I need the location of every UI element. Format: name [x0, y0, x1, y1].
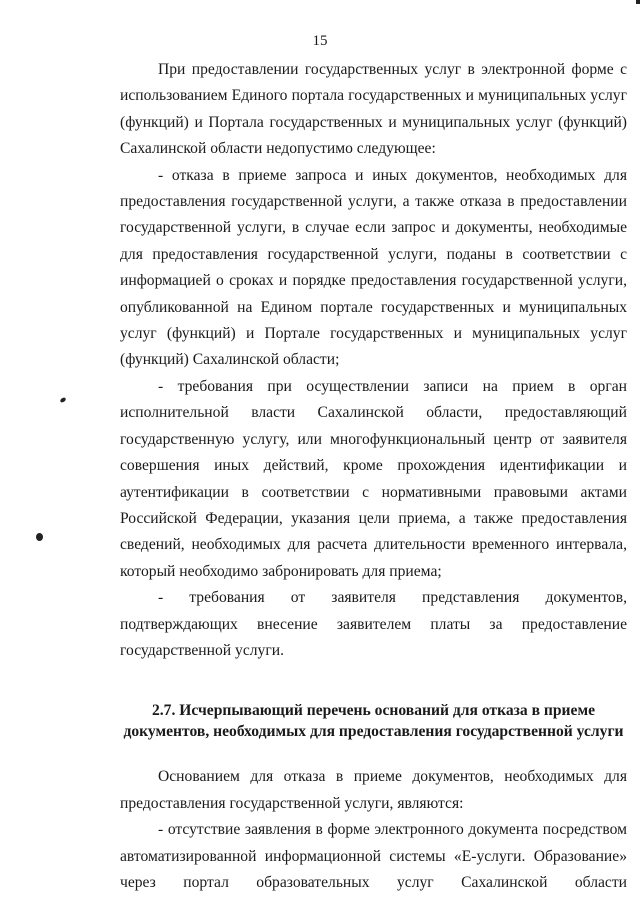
- list-item-missing-application: - отсутствие заявления в форме электронного документа посредством автоматизированной информационной системы «Е-услуги. Образование» через портал образовательных услуг Сахалинской области: [120, 821, 627, 891]
- scan-speck: [59, 397, 66, 404]
- page-number: 15: [312, 33, 328, 49]
- scan-speck: [36, 533, 43, 541]
- list-item-payment-documents: - требования от заявителя представления документов, подтверждающих внесение заявителем платы за предоставление государственной услуги.: [120, 589, 627, 659]
- list-item-appointment-requirements: - требования при осуществлении записи на прием в орган исполнительной власти Сахалинской области, предоставляющий государственную услугу, или многофункциональный центр от заявителя совершения иных действий, кроме прохождения идентификации и аутентификации в соответствии с нормативными правовыми актами Российской Федерации, указания цели приема, а также предоставления сведений, необходимых для расчета длительности временного интервала, который необходимо забронировать для приема;: [120, 377, 627, 580]
- section-heading: [120, 700, 627, 742]
- document-body: [120, 57, 627, 896]
- paragraph-grounds: Основанием для отказа в приеме документов, необходимых для предоставления государственной услуги, являются:: [120, 768, 627, 812]
- section-heading-line-1: 2.7. Исчерпывающий перечень оснований для отказа в приеме: [151, 702, 596, 720]
- paragraph-intro: При предоставлении государственных услуг в электронной форме с использованием Единого портала государственных и муниципальных услуг (функций) и Портала государственных и муниципальных услуг (функций) Сахалинской области недопустимо следующее:: [120, 61, 627, 158]
- list-item-refusal: - отказа в приеме запроса и иных документов, необходимых для предоставления государственной услуги, а также отказа в предоставлении государственной услуги, в случае если запрос и документы, необходимые для предоставления государственной услуги, поданы в соответствии с информацией о сроках и порядке предоставления государственной услуги, опубликованной на Едином портале государственных и муниципальных услуг (функций) и Портале государственных и муниципальных услуг (функций) Сахалинской области;: [120, 166, 627, 369]
- section-heading-line-2: документов, необходимых для предоставления государственной услуги: [123, 723, 624, 741]
- scan-speck: [636, 0, 640, 4]
